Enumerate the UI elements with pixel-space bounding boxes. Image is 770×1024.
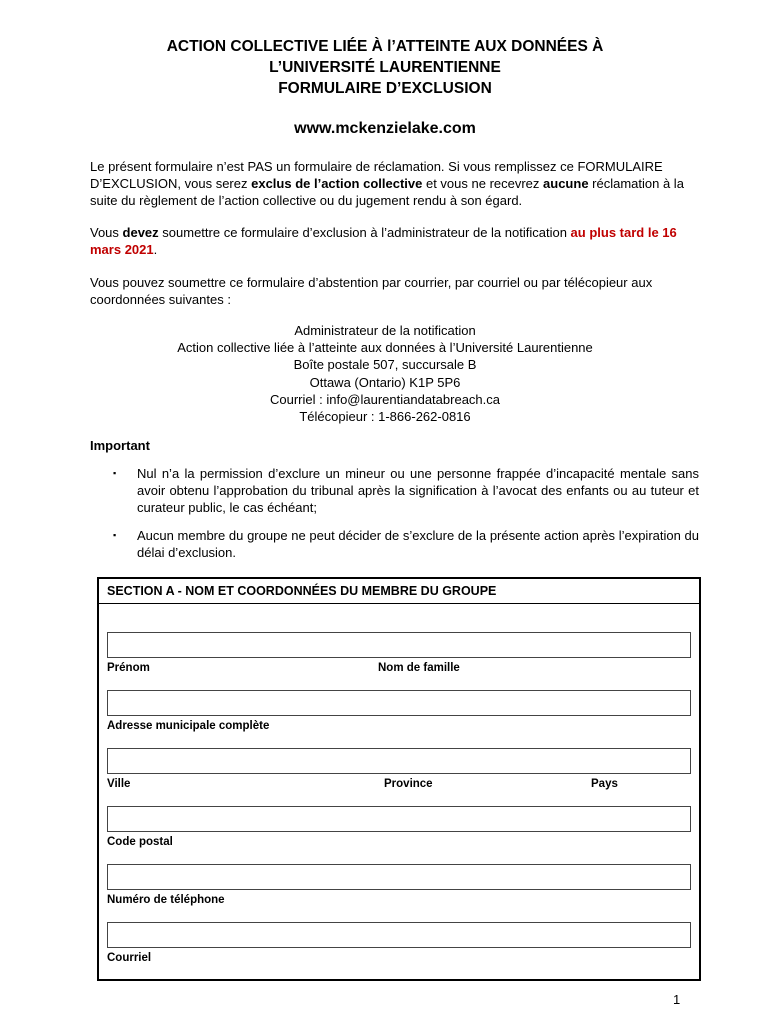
address-email: Courriel : info@laurentiandatabreach.ca bbox=[270, 391, 500, 407]
bullet-2-text: Aucun membre du groupe ne peut décider de s’exclure de la présente action après l’expiration du délai d’exclusion. bbox=[137, 528, 699, 560]
address-fax: Télécopieur : 1-866-262-0816 bbox=[299, 409, 471, 425]
section-a-header: SECTION A - NOM ET COORDONNÉES DU MEMBRE DU GROUPE bbox=[99, 579, 699, 604]
address-line-4: Ottawa (Ontario) K1P 5P6 bbox=[309, 374, 461, 390]
street-address-field[interactable] bbox=[107, 690, 691, 716]
city-province-country-field[interactable] bbox=[107, 748, 691, 774]
address-line-3: Boîte postale 507, succursale B bbox=[293, 357, 477, 373]
p1-text-e: réclamation à la suite du règlement de l’action collective ou du jugement rendu à son égard. bbox=[90, 176, 684, 208]
name-field[interactable] bbox=[107, 632, 691, 658]
p2-text-c: soumettre ce formulaire d’exclusion à l’administrateur de la notification bbox=[158, 225, 571, 240]
postal-code-label: Code postal bbox=[107, 836, 173, 848]
intro-paragraph-2 bbox=[90, 224, 700, 258]
intro-paragraph-1 bbox=[90, 158, 700, 209]
form-title bbox=[0, 36, 770, 99]
title-line-1: ACTION COLLECTIVE LIÉE À l’ATTEINTE AUX DONNÉES À bbox=[166, 38, 604, 55]
p1-text-c: et vous ne recevrez bbox=[422, 176, 544, 191]
deadline-text: au plus tard le 16 mars 2021 bbox=[90, 225, 677, 257]
phone-field[interactable] bbox=[107, 864, 691, 890]
p2-text-e: . bbox=[153, 242, 158, 257]
address-line-1: Administrateur de la notification bbox=[294, 323, 476, 338]
address-line-2: Action collective liée à l’atteinte aux données à l’Université Laurentienne bbox=[177, 340, 593, 356]
province-label: Province bbox=[384, 778, 433, 790]
title-line-2: L’UNIVERSITÉ LAURENTIENNE bbox=[269, 59, 501, 76]
phone-label: Numéro de téléphone bbox=[107, 894, 225, 906]
p1-bold-excluded: exclus de l’action collective bbox=[251, 176, 423, 191]
p1-text-a: Le présent formulaire n’est PAS un formulaire de réclamation. Si vous remplissez ce FORMULAIRE D’EXCLUSION, vous serez bbox=[90, 159, 663, 191]
website-link[interactable]: www.mckenzielake.com bbox=[294, 120, 476, 137]
important-bullet-2 bbox=[113, 527, 699, 561]
country-label: Pays bbox=[591, 778, 618, 790]
important-heading: Important bbox=[90, 438, 150, 453]
city-label: Ville bbox=[107, 778, 131, 790]
email-label: Courriel bbox=[107, 952, 152, 964]
section-a-box bbox=[97, 577, 701, 981]
street-address-label: Adresse municipale complète bbox=[107, 720, 270, 732]
postal-code-field[interactable] bbox=[107, 806, 691, 832]
p1-bold-none: aucune bbox=[543, 176, 589, 191]
bullet-square-icon: ▪ bbox=[113, 530, 117, 540]
important-bullet-1 bbox=[113, 465, 699, 516]
email-field[interactable] bbox=[107, 922, 691, 948]
p2-bold-must: devez bbox=[122, 225, 159, 240]
p2-text-a: Vous bbox=[90, 225, 123, 240]
intro-paragraph-3: Vous pouvez soumettre ce formulaire d’abstention par courrier, par courriel ou par télécopieur aux coordonnées suivantes : bbox=[90, 275, 653, 307]
bullet-square-icon: ▪ bbox=[113, 468, 117, 478]
last-name-label: Nom de famille bbox=[378, 662, 460, 674]
notice-administrator-address bbox=[0, 322, 770, 425]
first-name-label: Prénom bbox=[107, 662, 150, 674]
page-number: 1 bbox=[673, 992, 681, 1007]
bullet-1-text: Nul n’a la permission d’exclure un mineur ou une personne frappée d’incapacité mentale sans avoir obtenu l’approbation du tribunal après la signification à l’avocat des enfants ou au tuteur et curateur public, le cas échéant; bbox=[137, 466, 699, 515]
title-line-3: FORMULAIRE D’EXCLUSION bbox=[278, 80, 492, 97]
